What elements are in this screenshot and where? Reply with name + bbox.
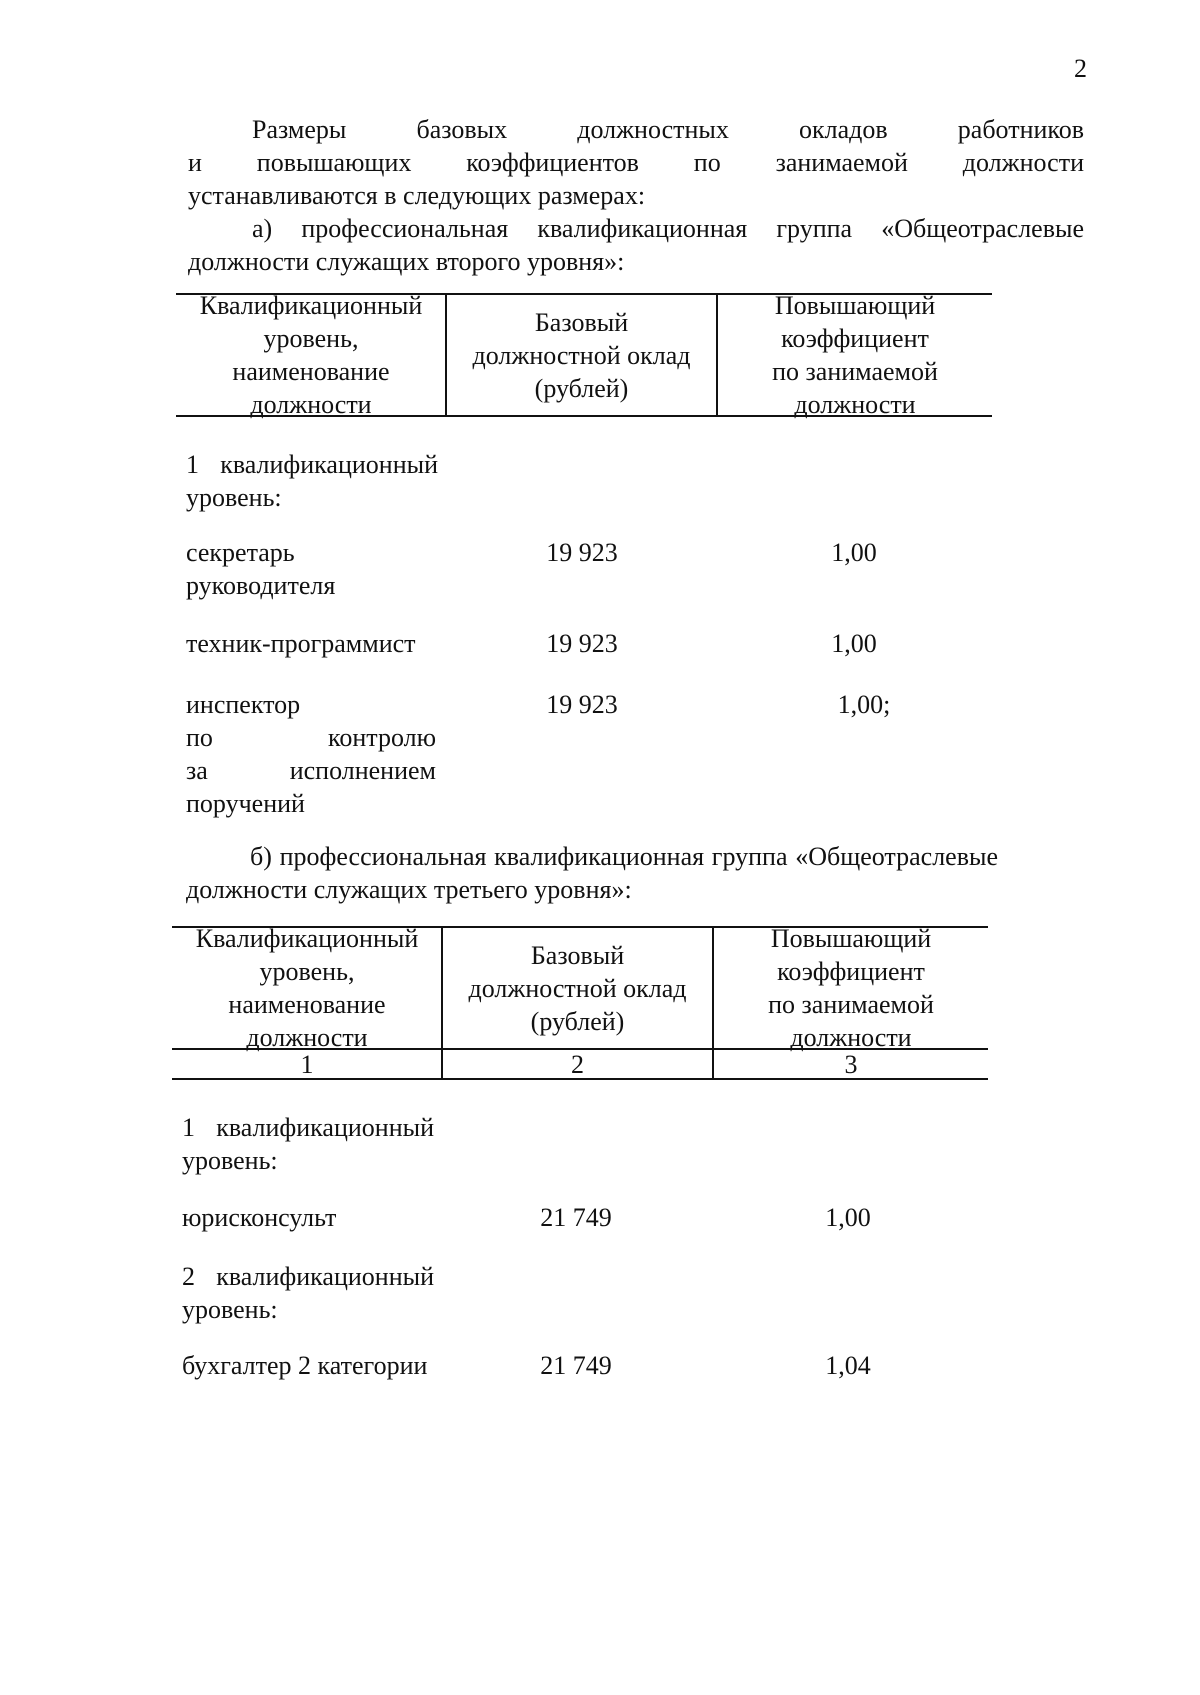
intro-line-2: и повышающих коэффициентов по занимаемой должности	[188, 148, 1084, 177]
header-text: Базовый	[534, 307, 629, 337]
level-heading: 1 квалификационный	[182, 1113, 434, 1142]
table-a-row-3-coef: 1,00;	[837, 690, 891, 719]
level-heading: уровень:	[186, 483, 282, 512]
table-b-row-1-salary: 21 749	[540, 1203, 612, 1232]
position-name: за исполнением	[186, 756, 436, 785]
table-a-row-3-name	[186, 688, 436, 820]
table-a-row-1-coef: 1,00	[831, 538, 877, 567]
group-b-line-2: должности служащих третьего уровня»:	[186, 875, 632, 904]
table-a-row-2-salary: 19 923	[546, 629, 618, 658]
position-name: поручений	[186, 789, 305, 818]
level-heading: 1 квалификационный	[186, 450, 438, 479]
header-text: Повышающий	[774, 291, 936, 320]
group-a-line-1: а) профессиональная квалификационная группа «Общеотраслевые	[252, 214, 1084, 243]
header-text: Квалификационный	[195, 924, 419, 953]
header-text: (рублей)	[534, 373, 629, 403]
position-name: секретарь	[186, 538, 295, 567]
header-text: должности	[794, 390, 916, 419]
table-b-level-1	[182, 1111, 434, 1177]
table-a-col1-header	[176, 293, 446, 417]
table-a-row-1-name	[186, 536, 438, 602]
header-text: должностной оклад	[468, 973, 687, 1003]
header-text: Базовый	[530, 940, 625, 970]
level-heading: уровень:	[182, 1146, 278, 1175]
header-text: коэффициент	[781, 324, 929, 353]
header-text: должностной оклад	[472, 340, 691, 370]
header-text: Повышающий	[770, 924, 932, 953]
group-b-line-1: б) профессиональная квалификационная группа «Общеотраслевые	[250, 842, 998, 871]
level-heading: 2 квалификационный	[182, 1262, 434, 1291]
table-b-col2-header	[443, 926, 712, 1050]
header-text: наименование	[228, 990, 386, 1019]
table-b-header	[172, 926, 988, 1080]
table-b-col3-header	[714, 926, 988, 1050]
intro-paragraph	[188, 113, 1084, 278]
header-text: должности	[250, 390, 372, 419]
table-a-col3-header	[718, 293, 992, 417]
position-name: по контролю	[186, 723, 436, 752]
header-text: (рублей)	[530, 1006, 625, 1036]
table-a-col2-header	[447, 293, 716, 417]
intro-line-1: Размеры базовых должностных окладов работников	[252, 115, 1084, 144]
header-text: наименование	[232, 357, 390, 386]
table-b-row-1-coef: 1,00	[825, 1203, 871, 1232]
table-b-col2-number: 2	[571, 1049, 584, 1079]
header-text: должности	[790, 1023, 912, 1052]
header-text: коэффициент	[777, 957, 925, 986]
header-text: по занимаемой	[772, 357, 938, 386]
table-a-level-1	[186, 448, 438, 514]
group-a-line-2: должности служащих второго уровня»:	[188, 247, 625, 276]
table-a-row-2-coef: 1,00	[831, 629, 877, 658]
table-a-header	[176, 293, 992, 417]
group-b-paragraph	[186, 840, 998, 906]
position-name: инспектор	[186, 690, 301, 719]
header-text: уровень,	[263, 324, 359, 353]
header-text: Квалификационный	[199, 291, 423, 320]
table-a-row-1-salary: 19 923	[546, 538, 618, 567]
position-name: руководителя	[186, 571, 336, 600]
table-b-col1-number: 1	[300, 1049, 314, 1079]
header-text: уровень,	[259, 957, 355, 986]
table-a-row-3-salary: 19 923	[546, 690, 618, 719]
page-number: 2	[1074, 54, 1087, 83]
table-b-row-1-name: юрисконсульт	[182, 1203, 337, 1232]
table-b-level-2	[182, 1260, 434, 1326]
header-text: по занимаемой	[768, 990, 934, 1019]
level-heading: уровень:	[182, 1295, 278, 1324]
table-b-row-2-coef: 1,04	[825, 1351, 871, 1380]
table-b-row-2-name: бухгалтер 2 категории	[182, 1351, 428, 1380]
position-name: техник-программист	[186, 629, 416, 658]
table-b-col3-number: 3	[844, 1049, 858, 1079]
table-b-row-2-salary: 21 749	[540, 1351, 612, 1380]
intro-line-3: устанавливаются в следующих размерах:	[188, 181, 646, 210]
header-text: должности	[246, 1023, 368, 1052]
table-b-col1-header	[172, 926, 442, 1050]
table-a-row-2-name	[186, 627, 446, 660]
